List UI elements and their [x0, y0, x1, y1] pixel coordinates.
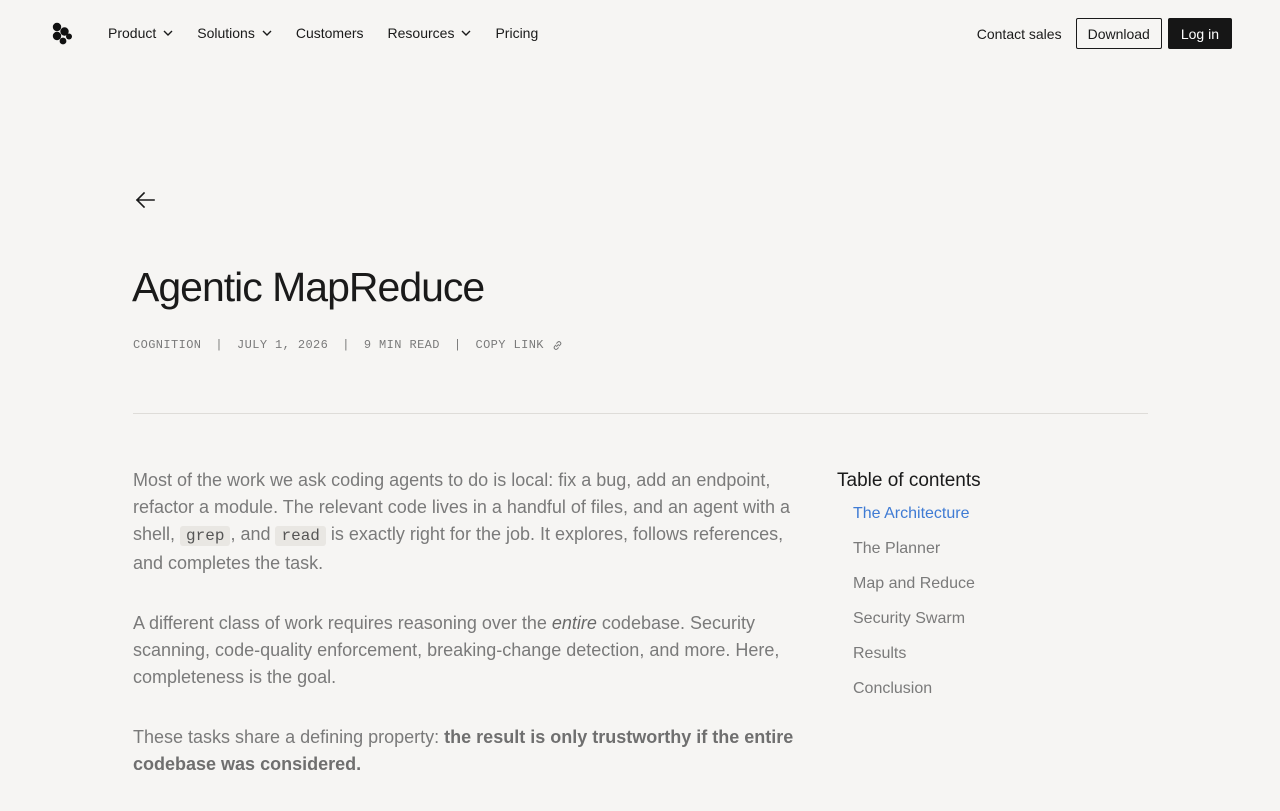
toc-item-conclusion[interactable]: Conclusion	[853, 680, 933, 697]
meta-separator: |	[453, 338, 462, 352]
paragraph	[133, 467, 815, 577]
cognition-logo-icon[interactable]	[50, 22, 74, 46]
meta-separator: |	[342, 338, 350, 352]
meta-author: COGNITION	[133, 338, 202, 352]
table-of-contents	[837, 468, 1137, 714]
toc-item-map-and-reduce[interactable]: Map and Reduce	[853, 575, 975, 592]
toc-item-results[interactable]: Results	[853, 645, 907, 662]
login-button[interactable]: Log in	[1168, 18, 1232, 49]
text: , and	[230, 524, 276, 544]
nav-item-pricing[interactable]	[495, 23, 538, 43]
meta-separator: |	[215, 338, 224, 352]
back-button[interactable]	[134, 190, 156, 210]
header-divider	[133, 413, 1148, 414]
paragraph	[133, 610, 815, 691]
chevron-down-icon	[262, 28, 272, 38]
meta-date: JULY 1, 2026	[237, 338, 329, 352]
text: is exactly right for the job. It explores, follows references, and completes the task.	[133, 524, 784, 573]
toc-item-security-swarm[interactable]: Security Swarm	[853, 610, 966, 627]
nav-item-resources[interactable]	[388, 23, 472, 43]
text: These tasks share a defining property:	[133, 727, 445, 747]
nav-item-label: Product	[108, 25, 157, 41]
nav-item-solutions[interactable]	[197, 23, 272, 43]
meta-read-time: 9 MIN READ	[363, 338, 440, 352]
arrow-left-icon	[134, 190, 156, 210]
nav-item-label: Resources	[387, 25, 455, 41]
post-meta	[133, 337, 563, 353]
inline-code: grep	[180, 526, 230, 546]
copy-link-label: COPY LINK	[475, 338, 544, 352]
toc-item-planner[interactable]: The Planner	[853, 540, 941, 557]
inline-code: read	[275, 526, 325, 546]
text: codebase. Security scanning, code-quality enforcement, breaking-change detection, and more. Here, completeness is the goal.	[133, 613, 780, 687]
nav-item-customers[interactable]	[296, 23, 364, 43]
nav-item-product[interactable]	[108, 23, 173, 43]
link-icon	[552, 340, 563, 351]
text: Most of the work we ask coding agents to do is local: fix a bug, add an endpoint, refactor a module. The relevant code lives in a handful of files, and an agent with a shell,	[133, 470, 791, 544]
page-title: Agentic MapReduce	[132, 264, 485, 310]
nav-links	[108, 23, 562, 43]
download-button[interactable]: Download	[1076, 18, 1162, 49]
toc-item-architecture[interactable]: The Architecture	[853, 505, 970, 522]
nav-item-label: Customers	[295, 25, 364, 41]
bold-text: the result is only trustworthy if the entire codebase was considered.	[133, 727, 794, 774]
chevron-down-icon	[163, 28, 173, 38]
emphasis: entire	[551, 613, 597, 633]
copy-link-button[interactable]	[475, 338, 562, 352]
text: A different class of work requires reasoning over the	[133, 613, 552, 633]
toc-list	[837, 504, 1137, 699]
toc-title: Table of contents	[837, 470, 981, 491]
contact-sales-link[interactable]: Contact sales	[976, 25, 1062, 42]
article-body	[133, 467, 815, 811]
nav-item-label: Pricing	[495, 25, 539, 41]
paragraph	[133, 724, 815, 778]
chevron-down-icon	[461, 28, 471, 38]
nav-item-label: Solutions	[197, 25, 255, 41]
top-nav	[0, 0, 1280, 66]
nav-actions	[977, 18, 1232, 49]
